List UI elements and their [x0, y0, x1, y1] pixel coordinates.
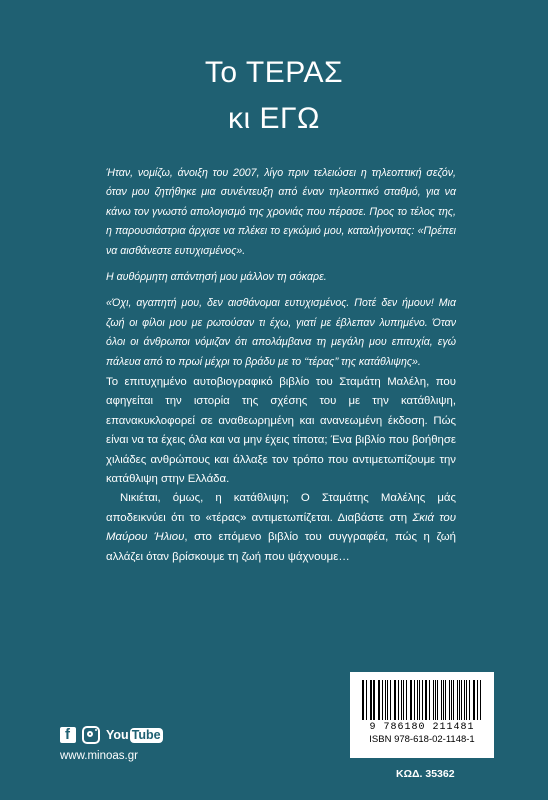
social-links: [60, 726, 163, 744]
barcode-bar: [437, 680, 438, 720]
blurb-paragraph-3: «Όχι, αγαπητή μου, δεν αισθάνομαι ευτυχισμένος. Ποτέ δεν ήμουν! Μια ζωή οι φίλοι μου με ρωτούσαν τι έχω, γιατί με έβλεπαν λυπημένο. Όταν όλοι οι άνθρωποι νόμιζαν ότι απολάμβανα τη μεγάλη μου επιτυχία, εγώ πάλευα από το πρωί μέχρι το βράδυ με το ‘‘τέρας’’ της κατάθλιψης».: [106, 297, 456, 368]
barcode-bar: [406, 680, 407, 720]
description-paragraph-2: Νικιέται, όμως, η κατάθλιψη; Ο Σταμάτης Μαλέλης μάς αποδεικνύει ότι το «τέρας» αντιμετωπίζεται. Διαβάστε στη Σκιά του Μαύρου Ήλιου, στο επόμενο βιβλίο του συγγραφέα, πώς η ζωή αλλάζει όταν βρίσκουμε τη ζωή που ψάχνουμε…: [106, 492, 456, 563]
facebook-icon[interactable]: [60, 727, 76, 743]
barcode-panel: [350, 672, 494, 758]
barcode-bar: [385, 680, 386, 720]
isbn-number: ISBN 978-618-02-1148-1: [369, 734, 475, 745]
title-line-2: κι ΕΓΩ: [228, 102, 320, 135]
title-line-1: Το ΤΕΡΑΣ: [204, 56, 344, 89]
description-paragraph-1: Το επιτυχημένο αυτοβιογραφικό βιβλίο του Σταμάτη Μαλέλη, που αφηγείται την ιστορία της σχέσης του με την κατάθλιψη, επανακυκλοφορεί σε αναθεωρημένη και ανανεωμένη έκδοση. Πώς είναι να τα έχεις όλα και να μην έχεις τίποτα; Ένα βιβλίο που βοήθησε χιλιάδες ανθρώπους και άλλαξε τον τρόπο που αντιμετωπίζουμε την κατάθλιψη στην Ελλάδα.: [106, 376, 456, 486]
book-description: [106, 373, 456, 567]
barcode-image: [362, 680, 482, 720]
barcode-bar: [433, 680, 434, 720]
barcode-bar: [429, 680, 430, 720]
barcode-digits: 9 786180 211481: [369, 722, 475, 733]
barcode-bar: [387, 680, 388, 720]
barcode-bar: [398, 680, 399, 720]
book-title-reference: Σκιά του Μαύρου Ήλιου: [106, 511, 456, 544]
instagram-icon[interactable]: [82, 726, 100, 744]
barcode-bar: [477, 680, 478, 720]
barcode-bar: [469, 680, 470, 720]
barcode-bar: [457, 680, 458, 720]
barcode-bar: [366, 680, 367, 720]
barcode-bar: [414, 680, 415, 720]
barcode-bar: [445, 680, 446, 720]
barcode-bar: [419, 680, 420, 720]
blurb-paragraph-1: Ήταν, νομίζω, άνοιξη του 2007, λίγο πριν τελειώσει η τηλεοπτική σεζόν, όταν μου ζητήθηκε μια συνέντευξη από έναν τηλεοπτικό σταθμό, για να κάνω τον γνωστό απολογισμό της χρονιάς που πέρασε. Προς το τέλος της, η παρουσιάστρια άρχισε να πλέκει το εγκώμιό μου, καταλήγοντας: «Πρέπει να αισθάνεστε ευτυχισμένος».: [106, 167, 456, 257]
blurb-quote: [106, 164, 456, 372]
publisher-website[interactable]: www.minoas.gr: [60, 750, 138, 762]
barcode-bar: [401, 680, 402, 720]
barcode-bar: [464, 680, 465, 720]
youtube-icon[interactable]: You Tube: [106, 727, 161, 742]
product-code: ΚΩΔ. 35362: [396, 768, 455, 780]
blurb-paragraph-2: Η αυθόρμητη απάντησή μου μάλλον τη σόκαρε.: [106, 271, 327, 284]
barcode-bar: [449, 680, 450, 720]
barcode-bar: [378, 680, 379, 720]
barcode-bar: [373, 680, 374, 720]
